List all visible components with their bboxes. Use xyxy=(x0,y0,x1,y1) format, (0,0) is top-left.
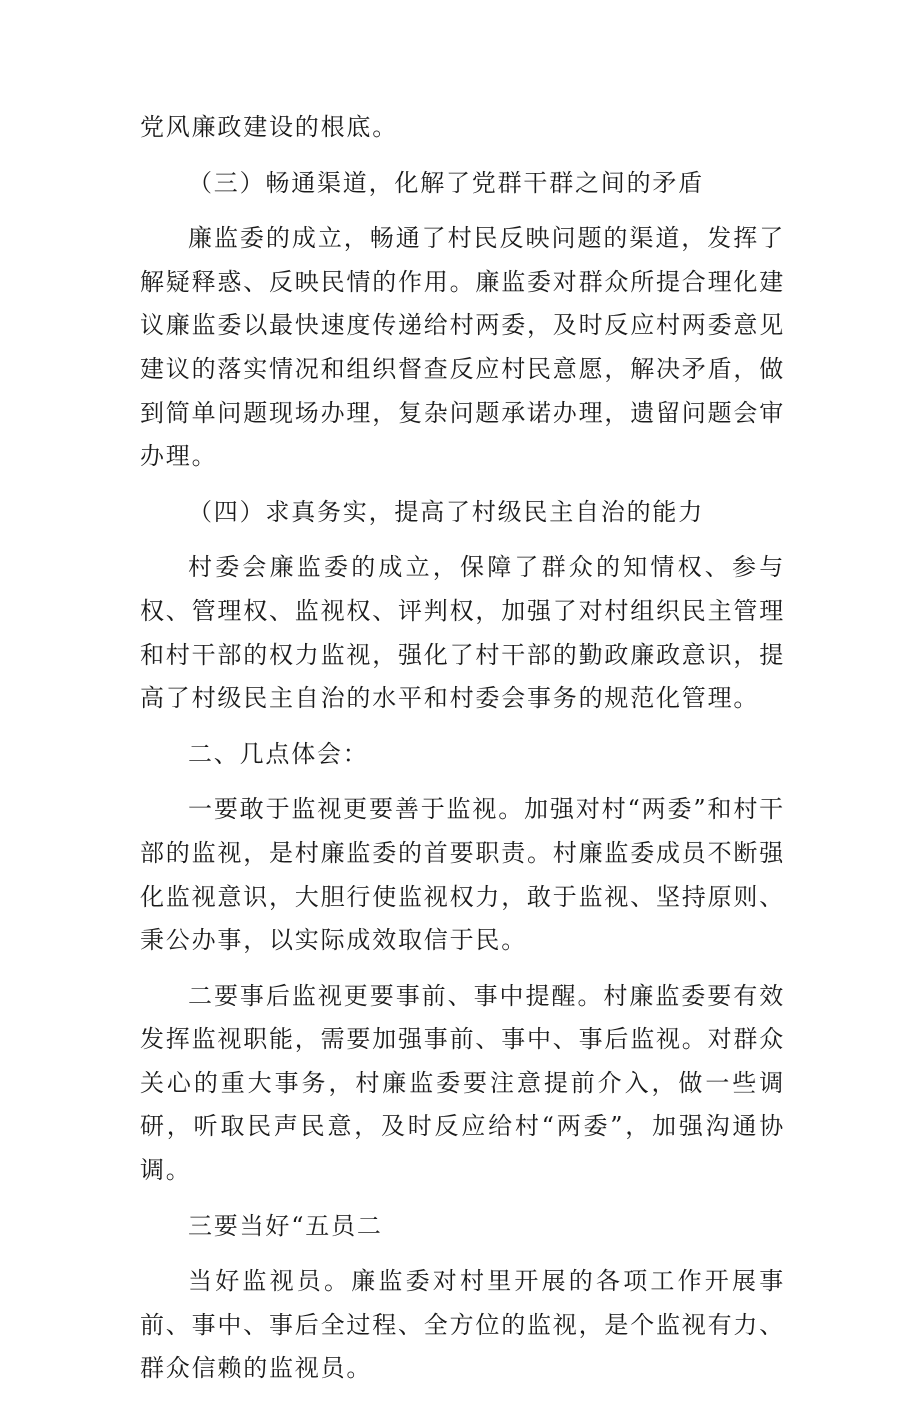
section-heading-4: （四）求真务实，提高了村级民主自治的能力 xyxy=(188,497,704,526)
document-body xyxy=(140,106,785,1403)
section-heading-3: （三）畅通渠道，化解了党群干群之间的矛盾 xyxy=(188,168,704,197)
paragraph-body: 二要事后监视更要事前、事中提醒。村廉监委要有效发挥监视职能，需要加强事前、事中、事后监视。对群众关心的重大事务，村廉监委要注意提前介入，做一些调研，听取民声民意，及时反应给村“两委”，加强沟通协调。 xyxy=(140,981,785,1185)
paragraph-body: 村委会廉监委的成立，保障了群众的知情权、参与权、管理权、监视权、评判权，加强了对村组织民主管理和村干部的权力监视，强化了村干部的勤政廉政意识，提高了村级民主自治的水平和村委会事务的规范化管理。 xyxy=(140,553,785,713)
paragraph-body: 廉监委的成立，畅通了村民反映问题的渠道，发挥了解疑释惑、反映民情的作用。廉监委对群众所提合理化建议廉监委以最快速度传递给村两委，及时反应村两委意见建议的落实情况和组织督查反应村民意愿，解决矛盾，做到简单问题现场办理，复杂问题承诺办理，遗留问题会审办理。 xyxy=(140,224,785,471)
paragraph-continuation: 党风廉政建设的根底。 xyxy=(140,113,398,141)
section-heading-experience: 二、几点体会： xyxy=(188,739,369,768)
paragraph-body: 当好监视员。廉监委对村里开展的各项工作开展事前、事中、事后全过程、全方位的监视，是个监视有力、群众信赖的监视员。 xyxy=(140,1267,785,1383)
paragraph-body: 一要敢于监视更要善于监视。加强对村“两委”和村干部的监视，是村廉监委的首要职责。村廉监委成员不断强化监视意识，大胆行使监视权力，敢于监视、坚持原则、秉公办事，以实际成效取信于民。 xyxy=(140,795,785,955)
section-heading-five-roles: 三要当好“五员二 xyxy=(188,1211,383,1240)
